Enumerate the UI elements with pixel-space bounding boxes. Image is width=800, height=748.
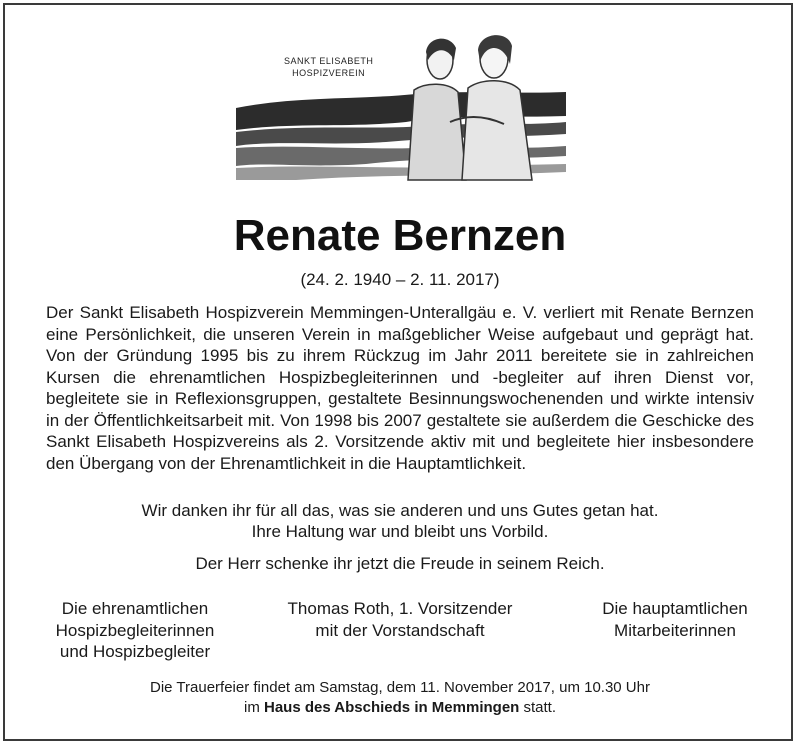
signature-line: Die ehrenamtlichen <box>61 599 209 618</box>
logo-caption <box>284 55 373 79</box>
logo-line-2: HOSPIZVEREIN <box>292 68 366 78</box>
signature-line: Mitarbeiterinnen <box>614 620 736 640</box>
signature-chairman <box>270 598 530 641</box>
funeral-line-2 <box>0 698 800 718</box>
two-women-illustration <box>236 30 566 190</box>
funeral-suffix: statt. <box>523 699 557 716</box>
funeral-prefix: im <box>243 699 260 716</box>
funeral-line-1: Die Trauerfeier findet am Samstag, dem 11. November 2017, um 10.30 Uhr <box>150 679 650 696</box>
life-dates: (24. 2. 1940 – 2. 11. 2017) <box>300 270 500 289</box>
funeral-place: Haus des Abschieds in Memmingen <box>263 699 520 716</box>
tribute-paragraph: Der Sankt Elisabeth Hospizverein Memmingen-Unterallgäu e. V. verliert mit Renate Bernzen eine Persönlichkeit, die unseren Verein in maßgeblicher Weise aufgebaut und geprägt hat. Von der Gründung 1995 bis zu ihrem Rückzug im Jahr 2011 bereitete sie in zahlreichen Kursen die ehrenamtlichen Hospizbegleiterinnen und -begleiter auf ihren Dienst vor, begleitete sie in Reflexionsgruppen, gestaltete Besinnungswochenenden und wirkte intensiv in der Öffentlichkeitsarbeit mit. Von 1998 bis 2007 gestaltete sie außerdem die Geschicke des Sankt Elisabeth Hospizvereins als 2. Vorsitzende aktiv mit und begleitete hier insbesondere den Übergang von der Ehrenamtlichkeit in die Hauptamtlichkeit. <box>46 303 754 473</box>
thanks-line-2: Ihre Haltung war und bleibt uns Vorbild. <box>251 522 549 541</box>
signature-line: Thomas Roth, 1. Vorsitzender <box>287 599 513 618</box>
signature-line: mit der Vorstandschaft <box>315 620 485 640</box>
signature-line: Die hauptamtlichen <box>602 599 748 618</box>
signature-volunteers <box>30 598 240 663</box>
signature-line: und Hospizbegleiter <box>59 642 211 661</box>
deceased-name: Renate Bernzen <box>233 211 567 260</box>
blessing: Der Herr schenke ihr jetzt die Freude in seinem Reich. <box>195 554 605 573</box>
hospice-logo <box>236 30 566 190</box>
signature-line: Hospizbegleiterinnen <box>55 620 215 640</box>
logo-line-1: SANKT ELISABETH <box>284 56 374 66</box>
thanks-line-1: Wir danken ihr für all das, was sie anderen und uns Gutes getan hat. <box>141 501 659 520</box>
signature-staff <box>570 598 780 641</box>
funeral-notice <box>0 678 800 718</box>
